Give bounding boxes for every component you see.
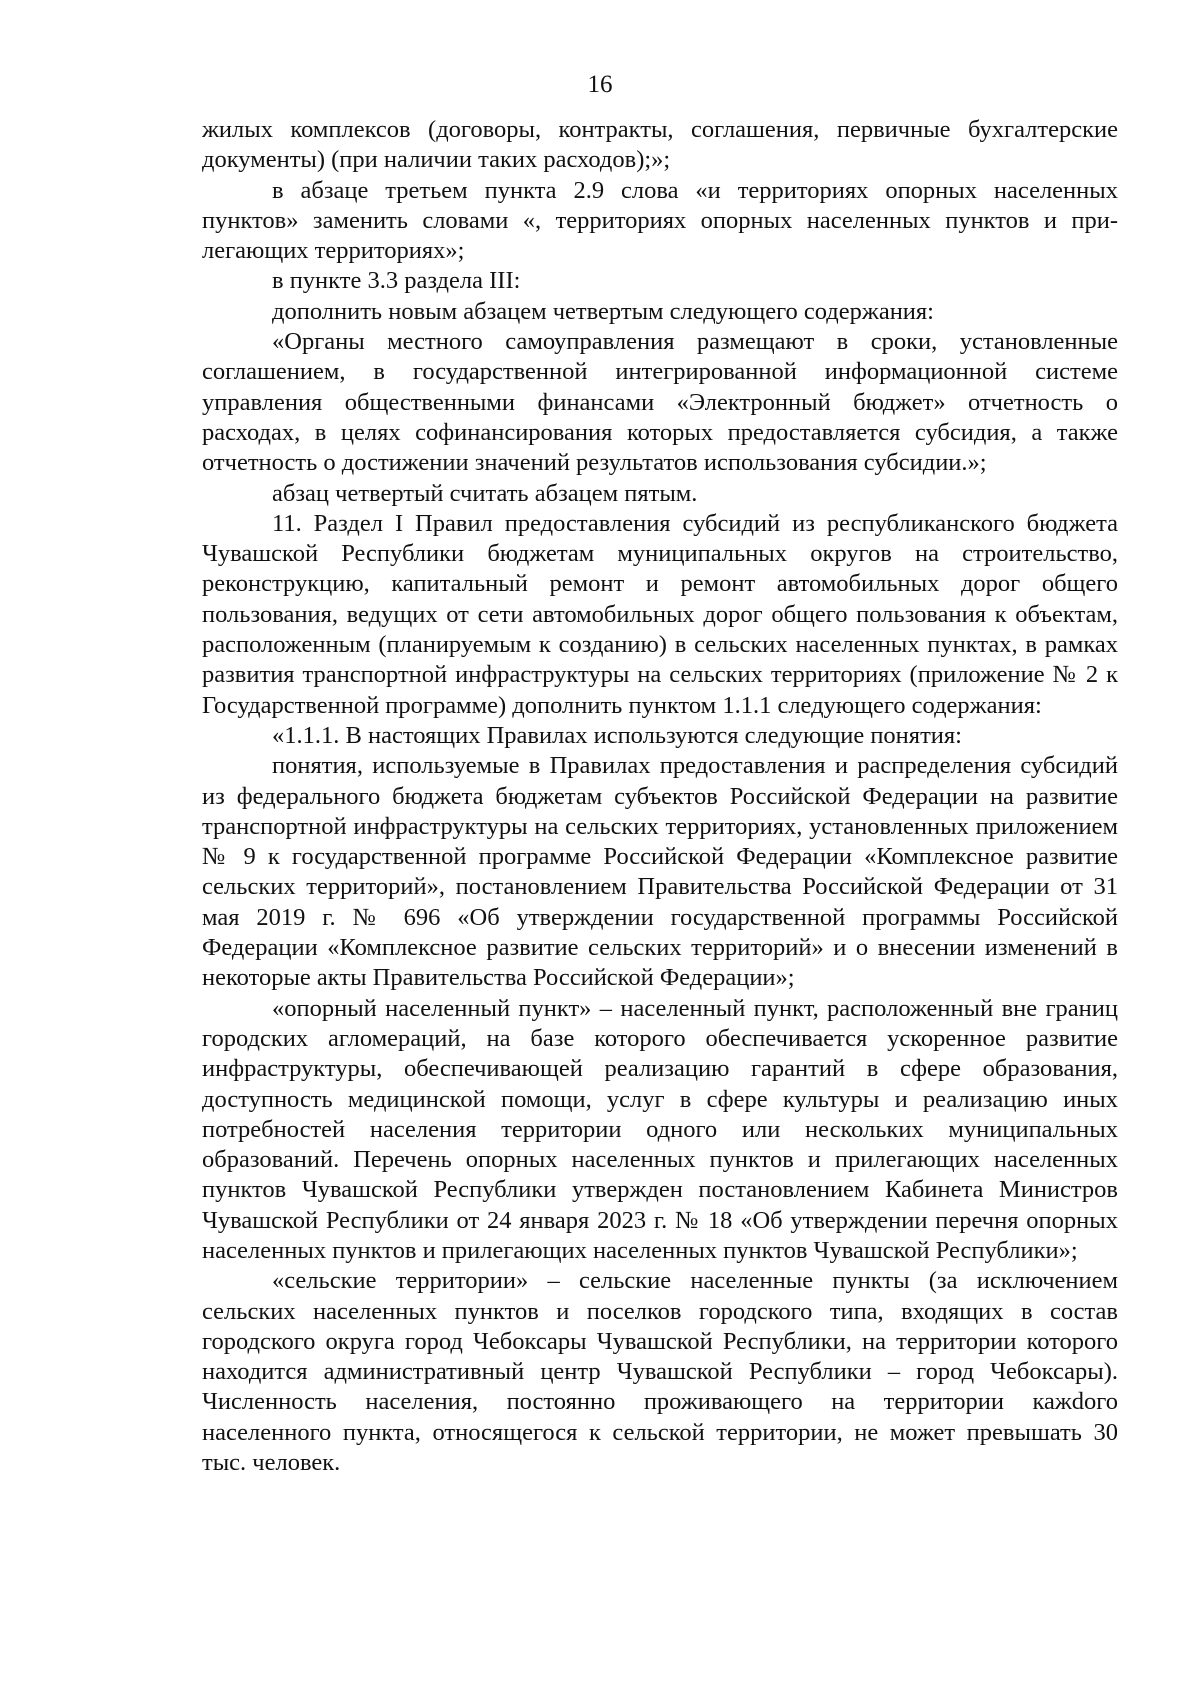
- paragraph: 11. Раздел I Правил предоставления субсидий из республиканского бюджета Чувашской Республики бюджетам муниципальных округов на строительство, реконструкцию, капитальный ремонт и ремонт автомобильных дорог общего пользования, ведущих от сети автомобильных дорог общего пользования к объектам, расположенным (планируемым к созданию) в сельских населенных пунктах, в рамках развития транспортной инфраструктуры на сельских территориях (приложение № 2 к Государственной программе) дополнить пунктом 1.1.1 следующего содержания:: [202, 509, 1118, 719]
- paragraph: «опорный населенный пункт» – населенный пункт, расположенный вне границ городских агломераций, на базе которого обеспечивается ускоренное развитие инфраструктуры, обеспечивающей реализацию гарантий в сфере образования, доступность медицинской помощи, услуг в сфере культуры и реализацию иных потребностей населения территории одного или нескольких муниципальных образований. Перечень опорных населенных пунктов и прилегающих населенных пунктов Чувашской Республики утвержден постановлением Кабинета Министров Чувашской Республики от 24 января 2023 г. № 18 «Об утверждении перечня опорных населенных пунктов и прилегающих населенных пунктов Чувашской Республики»;: [202, 994, 1118, 1264]
- paragraph: жилых комплексов (договоры, контракты, соглашения, первичные бухгалтерские документы) (при наличии таких расходов);»;: [202, 116, 1118, 174]
- paragraph: дополнить новым абзацем четвертым следующего содержания:: [272, 297, 934, 325]
- paragraph: в абзаце третьем пункта 2.9 слова «и территориях опорных населенных пунктов» заменить словами «, территориях опорных населенных пунктов и прилегающих территориях»;: [202, 176, 1118, 265]
- paragraph: абзац четвертый считать абзацем пятым.: [272, 479, 698, 507]
- document-body: [202, 115, 1118, 1478]
- paragraph: понятия, используемые в Правилах предоставления и распределения субсидий из федерального бюджета бюджетам субъектов Российской Федерации на развитие транспортной инфраструктуры на сельских территориях, установленных приложением № 9 к государственной программе Российской Федерации «Комплексное развитие сельских территорий», постановлением Правительства Российской Федерации от 31 мая 2019 г. № 696 «Об утверждении государственной программы Российской Федерации «Комплексное развитие сельских территорий» и о внесении изменений в некоторые акты Правительства Российской Федерации»;: [202, 752, 1118, 992]
- paragraph: в пункте 3.3 раздела III:: [272, 267, 521, 295]
- paragraph: «1.1.1. В настоящих Правилах используются следующие понятия:: [272, 721, 962, 749]
- page-number: 16: [587, 71, 613, 98]
- paragraph: «сельские территории» – сельские населенные пункты (за исключением сельских населенных пунктов и поселков городского типа, входящих в состав городского округа город Чебоксары Чувашской Республики, на территории которого находится административный центр Чувашской Республики – город Чебоксары). Численность населения, постоянно проживающего на территории кажdого населенного пункта, относящегося к сельской территории, не может превышать 30 тыс. человек.: [202, 1267, 1118, 1477]
- paragraph: «Органы местного самоуправления размещают в сроки, установленные соглашением, в государственной интегрированной информационной системе управления общественными финансами «Электронный бюджет» отчетность о расходах, в целях софинансирования которых предоставляется субсидия, а также отчетность о достижении значений результатов использования субсидии.»;: [202, 328, 1118, 477]
